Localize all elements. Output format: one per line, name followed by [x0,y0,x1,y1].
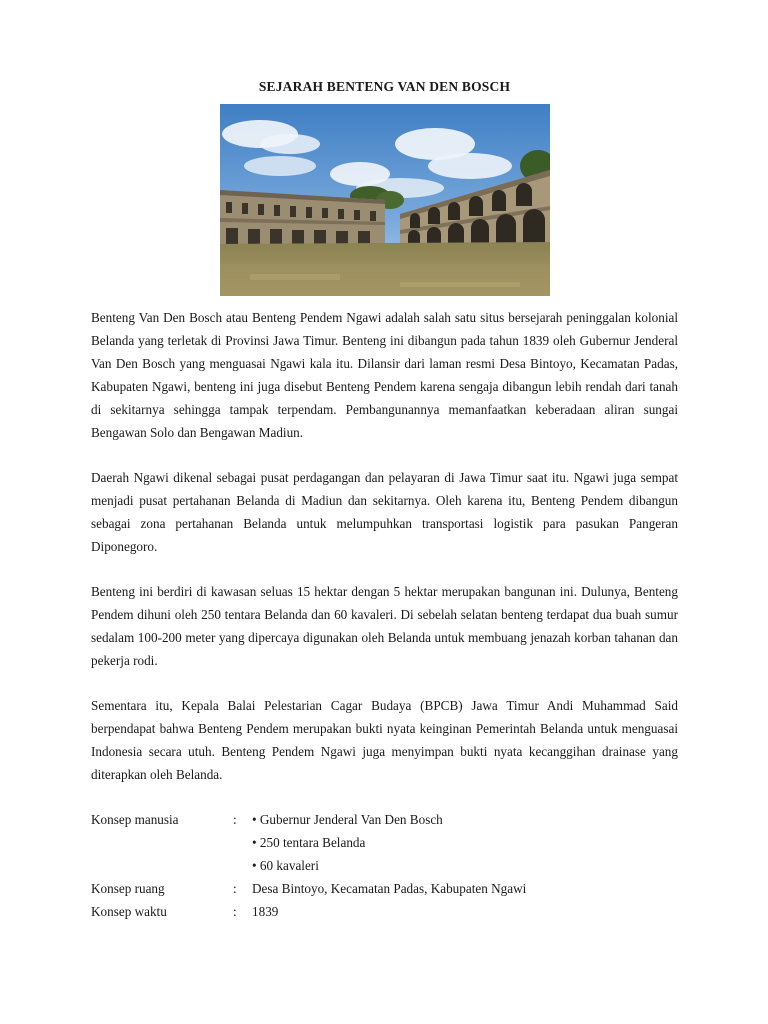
paragraph-4: Sementara itu, Kepala Balai Pelestarian Cagar Budaya (BPCB) Jawa Timur Andi Muhammad Said berpendapat bahwa Benteng Pendem merupakan bukti nyata keinginan Pemerintah Belanda untuk menguasai Indonesia secara utuh. Benteng Pendem Ngawi juga menyimpan bukti nyata kecanggihan drainase yang diterapkan oleh Belanda. [91,698,678,782]
concept-ruang-row [91,877,678,900]
concepts-list [91,808,678,923]
concept-colon: : [233,881,237,896]
concept-manusia-item: • Gubernur Jenderal Van Den Bosch [252,812,443,827]
concept-manusia-item: • 60 kavaleri [252,858,319,873]
concept-waktu-row [91,900,678,923]
paragraph-3: Benteng ini berdiri di kawasan seluas 15 hektar dengan 5 hektar merupakan bangunan ini. Dulunya, Benteng Pendem dihuni oleh 250 tentara Belanda dan 60 kavaleri. Di sebelah selatan benteng terdapat dua buah sumur sedalam 100-200 meter yang dipercaya digunakan oleh Belanda untuk membuang jenazah korban tahanan dan pekerja rodi. [91,584,678,668]
concept-waktu-label: Konsep waktu [91,904,167,919]
concept-colon: : [233,904,237,919]
paragraph-2: Daerah Ngawi dikenal sebagai pusat perdagangan dan pelayaran di Jawa Timur saat itu. Ngawi juga sempat menjadi pusat pertahanan Belanda di Madiun dan sekitarnya. Oleh karena itu, Benteng Pendem dibangun sebagai zona pertahanan Belanda untuk melumpuhkan transportasi logistik para pasukan Pangeran Diponegoro. [91,470,678,554]
document-page [91,70,678,923]
paragraph-1: Benteng Van Den Bosch atau Benteng Pendem Ngawi adalah salah satu situs bersejarah peninggalan kolonial Belanda yang terletak di Provinsi Jawa Timur. Benteng ini dibangun pada tahun 1839 oleh Gubernur Jenderal Van Den Bosch yang menguasai Ngawi kala itu. Dilansir dari laman resmi Desa Bintoyo, Kecamatan Padas, Kabupaten Ngawi, benteng ini juga disebut Benteng Pendem karena sengaja dibangun lebih rendah dari tanah di sekitarnya sehingga tampak terpendam. Pembangunannya memanfaatkan keberadaan aliran sungai Bengawan Solo dan Bengawan Madiun. [91,310,678,440]
concept-manusia-item: • 250 tentara Belanda [252,835,366,850]
concept-ruang-label: Konsep ruang [91,881,165,896]
concept-colon: : [233,812,237,827]
concept-manusia-label: Konsep manusia [91,812,179,827]
concept-ruang-value: Desa Bintoyo, Kecamatan Padas, Kabupaten Ngawi [252,881,527,896]
document-title: SEJARAH BENTENG VAN DEN BOSCH [258,79,511,94]
concept-waktu-value: 1839 [252,904,279,919]
concept-manusia-row [91,808,678,877]
concept-manusia-value [252,808,678,877]
fort-photo [220,104,550,296]
